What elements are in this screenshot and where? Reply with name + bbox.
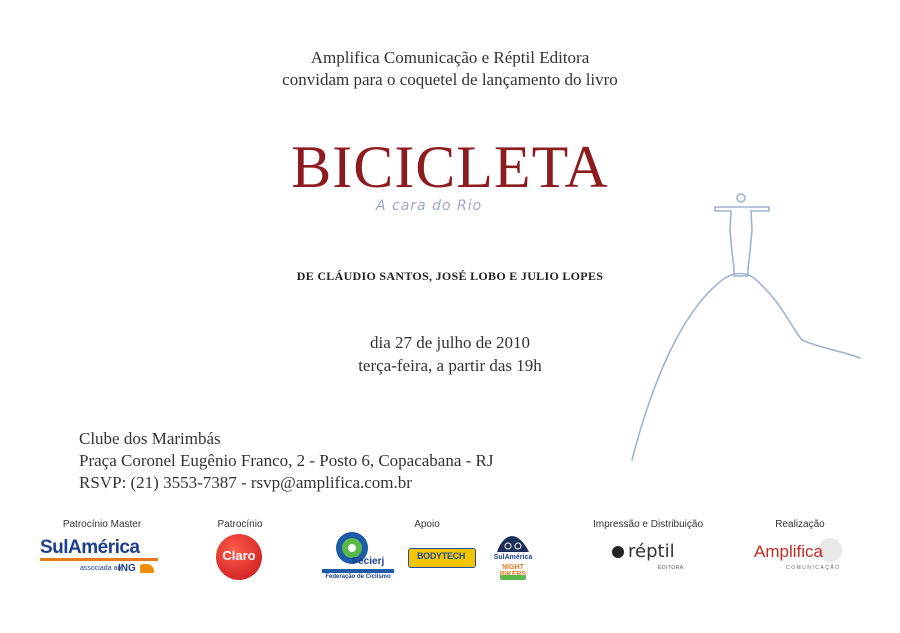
ing-lion-icon — [140, 564, 154, 573]
ing-text: ING — [118, 563, 136, 574]
christ-redeemer-illustration — [620, 190, 870, 465]
fecierj-name: Fecierj — [352, 556, 385, 567]
amplifica-name: Amplifica — [754, 542, 823, 561]
bodytech-logo — [408, 548, 474, 566]
reptil-name: réptil — [628, 541, 675, 562]
sulamerica-tagline: associada ao — [80, 565, 122, 572]
fecierj-bar — [322, 569, 394, 573]
sulamerica-logo — [40, 537, 160, 579]
reptil-logo — [612, 541, 692, 573]
event-date: dia 27 de julho de 2010 — [369, 333, 531, 352]
venue-address: Praça Coronel Eugênio Franco, 2 - Posto 6, Copacabana - RJ — [79, 451, 494, 470]
venue-rsvp[interactable]: RSVP: (21) 3553-7387 - rsvp@amplifica.com.br — [79, 473, 412, 492]
claro-name: Claro — [222, 548, 256, 563]
amplifica-logo — [752, 538, 847, 574]
reptil-dot-icon — [612, 546, 624, 558]
sulamerica-underline — [40, 558, 158, 561]
venue-name: Clube dos Marimbás — [79, 429, 221, 448]
sulamerica-name: SulAmérica — [40, 537, 140, 558]
nightbikers-brand: SulAmérica — [493, 554, 533, 561]
label-realizacao: Realização — [775, 519, 825, 530]
book-title: BICICLETA — [291, 134, 609, 200]
label-patrocinio: Patrocínio — [217, 519, 263, 530]
invite-line-1: Amplifica Comunicação e Réptil Editora — [310, 48, 590, 67]
nightbikers-bar — [500, 575, 526, 580]
nightbikers-name: NIGHT — [502, 564, 524, 571]
claro-logo — [216, 534, 262, 580]
label-patrocinio-master: Patrocínio Master — [62, 519, 142, 530]
label-impressao: Impressão e Distribuição — [592, 519, 704, 530]
invite-line-2: convidam para o coquetel de lançamento do livro — [282, 70, 618, 89]
bodytech-name: BODYTECH — [416, 551, 466, 561]
nightbikers-mountain-icon — [495, 530, 531, 552]
event-time: terça-feira, a partir das 19h — [358, 356, 542, 375]
fecierj-tagline: Federação de Ciclismo — [325, 574, 391, 580]
book-subtitle: A cara do Rio — [376, 198, 483, 214]
reptil-tagline: EDITORA — [658, 565, 684, 571]
fecierj-logo — [322, 530, 394, 585]
book-authors: DE CLÁUDIO SANTOS, JOSÉ LOBO E JULIO LOPES — [296, 269, 604, 283]
amplifica-tagline: COMUNICAÇÃO — [786, 565, 841, 571]
label-apoio: Apoio — [414, 519, 440, 530]
nightbikers-logo — [490, 530, 536, 584]
